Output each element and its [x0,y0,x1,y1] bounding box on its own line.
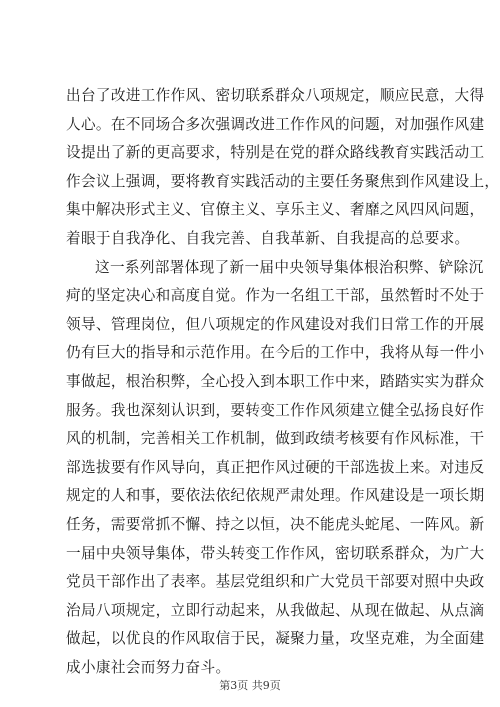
text-line: 任务，需要常抓不懈、持之以恒，决不能虎头蛇尾、一阵风。新 [66,515,485,533]
text-line: 作会议上强调，要将教育实践活动的主要任务聚焦到作风建设上， [66,172,500,190]
text-line: 仍有巨大的指导和示范作用。在今后的工作中，我将从每一件小 [66,344,485,362]
text-line: 这一系列部署体现了新一届中央领导集体根治积弊、铲除沉 [95,258,484,276]
text-line: 做起，以优良的作风取信于民，凝聚力量，攻坚克难，为全面建 [66,630,485,648]
paragraph-2 [66,254,485,683]
text-line: 集中解决形式主义、官僚主义、享乐主义、奢靡之风四风问题， [66,201,485,219]
text-line: 部选拔要有作风导向，真正把作风过硬的干部选拔上来。对违反 [66,458,485,476]
text-line: 事做起，根治积弊，全心投入到本职工作中来，踏踏实实为群众 [66,372,485,390]
text-line: 一届中央领导集体，带头转变工作作风，密切联系群众，为广大 [66,544,485,562]
text-line: 服务。我也深刻认识到，要转变工作作风须建立健全弘扬良好作 [66,401,485,419]
text-line: 治局八项规定，立即行动起来，从我做起、从现在做起、从点滴 [66,601,485,619]
page-number-footer [0,679,500,693]
page-number: 第3页 共9页 [219,679,281,692]
paragraph-1 [66,82,500,254]
text-line: 成小康社会而努力奋斗。 [66,658,231,676]
text-line: 党员干部作出了表率。基层党组织和广大党员干部要对照中央政 [66,573,485,591]
text-line: 出台了改进工作作风、密切联系群众八项规定，顺应民意，大得 [66,87,485,104]
text-line: 设提出了新的更高要求，特别是在党的群众路线教育实践活动工 [66,144,485,162]
text-line: 着眼于自我净化、自我完善、自我革新、自我提高的总要求。 [66,229,470,247]
text-line: 领导、管理岗位，但八项规定的作风建设对我们日常工作的开展 [66,315,485,333]
text-line: 疴的坚定决心和高度自觉。作为一名组工干部，虽然暂时不处于 [66,287,485,305]
text-line: 风的机制，完善相关工作机制，做到政绩考核要有作风标准，干 [66,430,485,448]
text-line: 人心。在不同场合多次强调改进工作作风的问题，对加强作风建 [66,115,485,133]
document-body [66,82,500,682]
text-line: 规定的人和事，要依法依纪依规严肃处理。作风建设是一项长期 [66,487,485,505]
